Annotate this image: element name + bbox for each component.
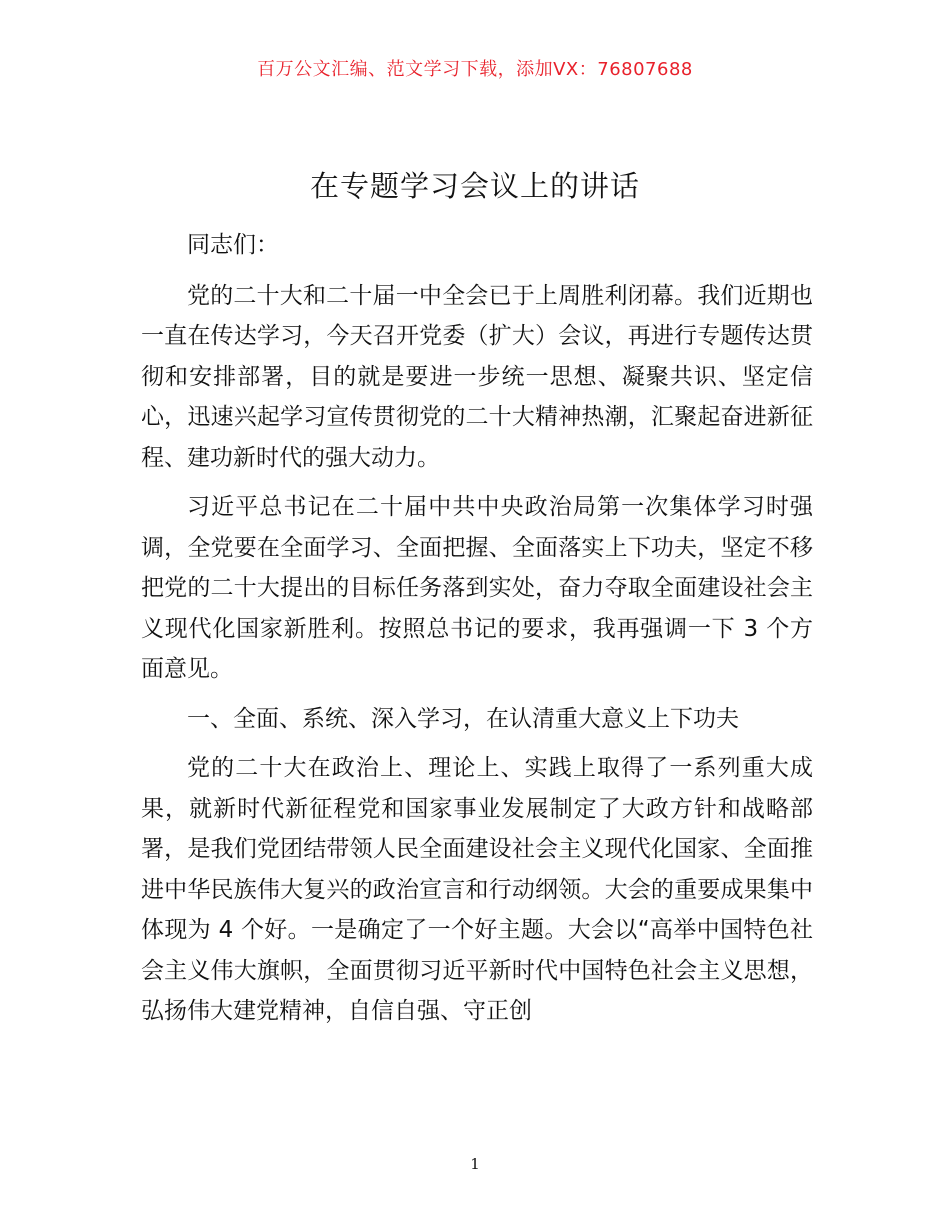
body-paragraph-2: 习近平总书记在二十届中共中央政治局第一次集体学习时强调，全党要在全面学习、全面把握、全面落实上下功夫，坚定不移把党的二十大提出的目标任务落到实处，奋力夺取全面建设社会主义现代化国家新胜利。按照总书记的要求，我再强调一下 3 个方面意见。: [141, 494, 813, 682]
document-body: [141, 225, 813, 1041]
page-number: 1: [470, 1155, 480, 1173]
body-paragraph-1: 党的二十大和二十届一中全会已于上周胜利闭幕。我们近期也一直在传达学习，今天召开党委（扩大）会议，再进行专题传达贯彻和安排部署，目的就是要进一步统一思想、凝聚共识、坚定信心，迅速兴起学习宣传贯彻党的二十大精神热潮，汇聚起奋进新征程、建功新时代的强大动力。: [141, 282, 813, 471]
section-heading-1: 一、全面、系统、深入学习，在认清重大意义上下功夫: [187, 705, 739, 732]
document-title: 在专题学习会议上的讲话: [309, 169, 640, 203]
body-paragraph-3: 党的二十大在政治上、理论上、实践上取得了一系列重大成果，就新时代新征程党和国家事业发展制定了大政方针和战略部署，是我们党团结带领人民全面建设社会主义现代化国家、全面推进中华民族伟大复兴的政治宣言和行动纲领。大会的重要成果集中体现为 4 个好。一是确定了一个好主题。大会以“高举中国特色社会主义伟大旗帜，全面贯彻习近平新时代中国特色社会主义思想，弘扬伟大建党精神，自信自强、守正创: [141, 755, 813, 1024]
header-banner: 百万公文汇编、范文学习下载，添加VX：76807688: [257, 59, 693, 80]
salutation: 同志们：: [187, 232, 279, 258]
